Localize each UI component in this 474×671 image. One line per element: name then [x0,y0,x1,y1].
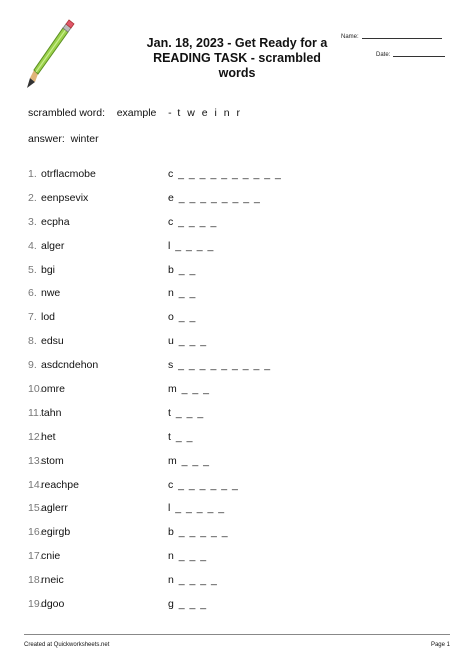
list-item [28,546,448,570]
item-number: 1. [28,168,37,180]
list-item [28,331,448,355]
answer-hint: m _ _ _ [168,383,211,396]
item-number: 5. [28,263,37,276]
example-scrambled: t w e i n r [177,107,243,119]
item-number: 15. [28,502,43,515]
scrambled-word: nwe [41,287,61,300]
answer-hint: m _ _ _ [168,454,211,467]
item-number: 10. [28,383,43,396]
page-title: Jan. 18, 2023 - Get Ready for a READING TASK - scrambled words [146,36,328,80]
scrambled-word: omre [41,383,65,396]
answer-hint: o _ _ [168,311,197,324]
item-number: 14. [28,478,43,491]
answer-hint: n _ _ [168,287,197,300]
scrambled-word: lod [41,311,56,324]
list-item [28,594,448,618]
pencil-icon [22,18,80,90]
scrambled-word: tahn [41,406,62,419]
page-number: Page 1 [430,642,450,648]
item-number: 17. [28,550,43,563]
answer-hint: n _ _ _ [168,550,208,563]
name-label: Name: [341,34,359,40]
page-footer [24,634,450,648]
item-number: 7. [28,311,37,324]
scrambled-word: alger [41,239,65,252]
list-item [28,570,448,594]
list-item [28,283,448,307]
date-field [376,52,445,58]
item-number: 19. [28,598,43,611]
item-number: 13. [28,454,43,467]
list-item [28,379,448,403]
scrambled-word: reachpe [41,478,79,491]
scrambled-word: edsu [41,335,64,348]
answer-hint: n _ _ _ _ [168,574,218,587]
scrambled-word: cnie [41,550,61,563]
list-item [28,212,448,236]
scrambled-word: dgoo [41,598,65,611]
answer-hint: t _ _ [168,430,194,443]
answer-hint: b _ _ _ _ _ [168,526,229,539]
list-item [28,188,448,212]
list-item [28,427,448,451]
answer-hint: l _ _ _ _ _ [168,502,226,515]
scrambled-word: stom [41,454,64,467]
answer-hint: s _ _ _ _ _ _ _ _ _ [168,359,272,372]
list-item [28,260,448,284]
example-line [28,107,242,119]
example-label: scrambled word: [28,107,106,119]
list-item [28,475,448,499]
answer-hint: c _ _ _ _ _ _ _ _ _ _ [168,168,282,180]
example-dash: - [168,107,172,119]
answer-hint: c _ _ _ _ [168,215,218,228]
item-number: 16. [28,526,43,539]
list-item [28,355,448,379]
item-number: 6. [28,287,37,300]
scrambled-word: otrflacmobe [41,168,96,180]
word-list [28,164,448,618]
answer-label: answer: [28,133,65,145]
answer-hint: l _ _ _ _ [168,239,215,252]
date-line [393,56,445,57]
scrambled-word: eenpsevix [41,191,89,204]
footer-credit: Created at Quickworksheets.net [24,642,110,648]
answer-hint: c _ _ _ _ _ _ [168,478,239,491]
item-number: 8. [28,335,37,348]
item-number: 2. [28,191,37,204]
scrambled-word: asdcndehon [41,359,99,372]
list-item [28,236,448,260]
list-item [28,522,448,546]
example-word-label: example [116,107,157,119]
item-number: 18. [28,574,43,587]
scrambled-word: bgi [41,263,56,276]
name-field [341,34,442,40]
answer-hint: b _ _ [168,263,197,276]
scrambled-word: het [41,430,56,443]
name-line [362,38,442,39]
item-number: 4. [28,239,37,252]
list-item [28,451,448,475]
scrambled-word: aglerr [41,502,68,515]
item-number: 3. [28,215,37,228]
date-label: Date: [376,52,391,58]
answer-hint: u _ _ _ [168,335,208,348]
list-item [28,307,448,331]
answer-hint: e _ _ _ _ _ _ _ _ [168,191,261,204]
scrambled-word: ecpha [41,215,70,228]
answer-hint: g _ _ _ [168,598,208,611]
answer-hint: t _ _ _ [168,406,205,419]
answer-line [28,133,99,145]
list-item [28,164,448,188]
scrambled-word: rneic [41,574,64,587]
scrambled-word: egirgb [41,526,71,539]
answer-word: winter [70,133,99,145]
item-number: 9. [28,359,37,372]
item-number: 11. [28,406,42,419]
list-item [28,498,448,522]
item-number: 12. [28,430,43,443]
list-item [28,403,448,427]
